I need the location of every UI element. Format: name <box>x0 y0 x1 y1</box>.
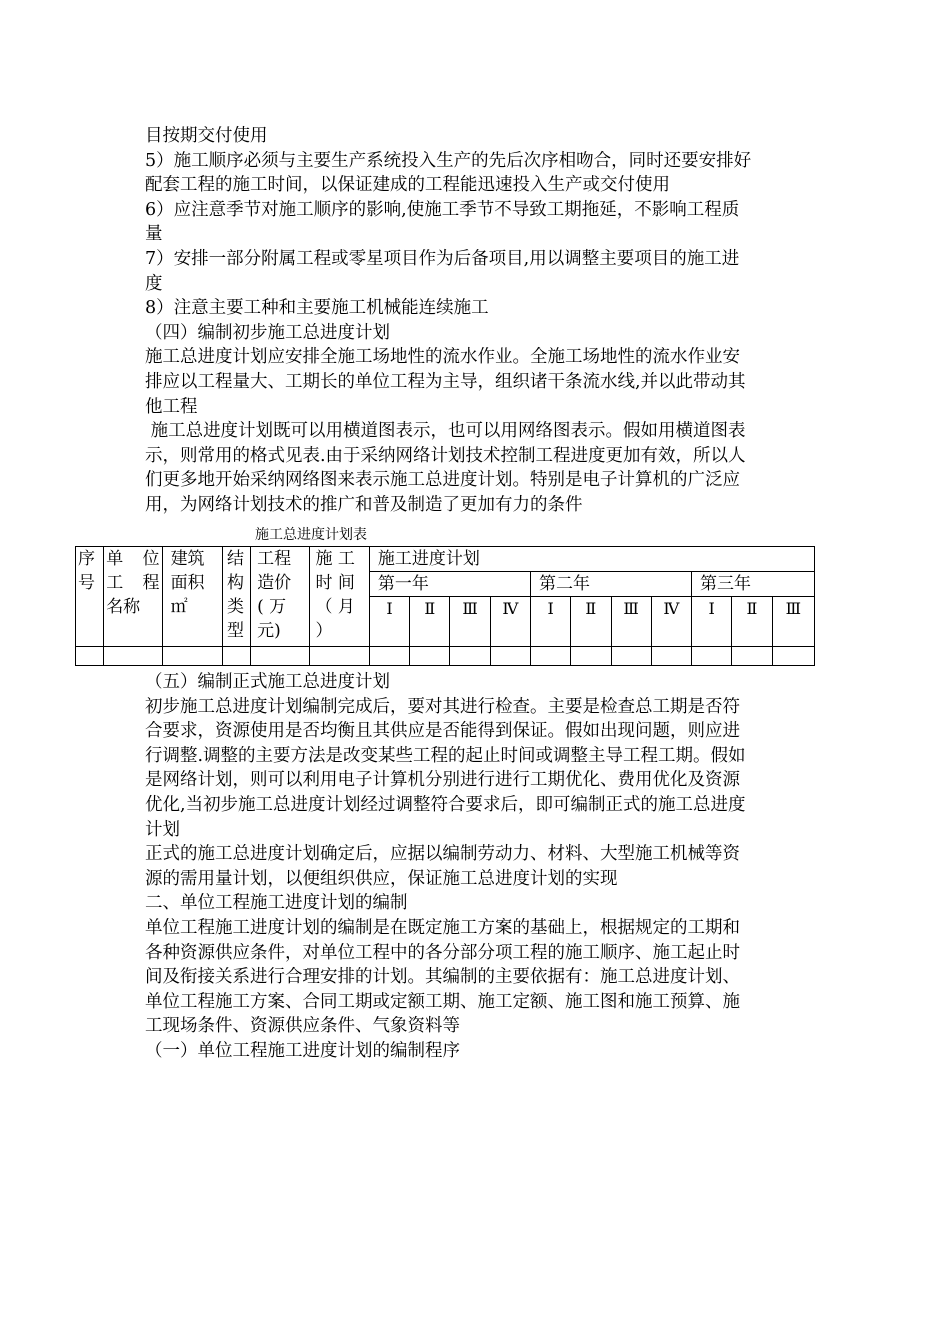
section-heading: （一）单位工程施工进度计划的编制程序 <box>145 1040 460 1061</box>
text-line: 们更多地开始采纳网络图来表示施工总进度计划。特别是电子计算机的广泛应 <box>145 470 740 491</box>
quarter-cell: Ⅲ <box>611 597 651 647</box>
text-line: 量 <box>145 224 163 245</box>
header-text: 元) <box>257 621 281 641</box>
text-line: 排应以工程量大、工期长的单位工程为主导，组织诸干条流水线,并以此带动其 <box>145 371 746 392</box>
header-year-1: 第一年 <box>369 572 530 597</box>
table-cell <box>692 647 732 666</box>
text-line: 施工总进度计划应安排全施工场地性的流水作业。全施工场地性的流水作业安 <box>145 347 740 368</box>
header-text: 名称 <box>106 597 141 617</box>
table-cell <box>369 647 409 666</box>
text-line: 合要求，资源使用是否均衡且其供应是否能得到保证。假如出现问题，则应进 <box>145 721 740 742</box>
quarter-cell: Ⅱ <box>732 597 772 647</box>
header-year-3: 第三年 <box>692 572 815 597</box>
quarter-cell: Ⅳ <box>651 597 691 647</box>
table-cell <box>772 647 814 666</box>
text-line: 初步施工总进度计划编制完成后，要对其进行检查。主要是检查总工期是否符 <box>145 696 740 717</box>
header-text: 工 程 <box>106 573 160 593</box>
header-plan: 施工进度计划 <box>369 547 814 572</box>
text-line: 用，为网络计划技术的推广和普及制造了更加有力的条件 <box>145 494 583 515</box>
table-cell <box>490 647 530 666</box>
text-line: 计划 <box>145 819 180 840</box>
text-line: 7）安排一部分附属工程或零星项目作为后备项目,用以调整主要项目的施工进 <box>145 248 740 269</box>
quarter-cell: Ⅰ <box>692 597 732 647</box>
header-year-2: 第二年 <box>530 572 691 597</box>
header-text: 型 <box>226 621 244 641</box>
table-cell <box>571 647 611 666</box>
text-line: 度 <box>145 273 163 294</box>
schedule-table <box>75 546 815 666</box>
header-text: 结 <box>226 549 244 569</box>
header-text: （ 月 <box>315 597 355 617</box>
table-caption: 施工总进度计划表 <box>255 527 367 543</box>
header-text: 造价 <box>257 573 292 593</box>
header-text: 建筑 <box>170 549 205 569</box>
text-line: 5）施工顺序必须与主要生产系统投入生产的先后次序相吻合，同时还要安排好 <box>145 150 752 171</box>
table-cell <box>530 647 570 666</box>
header-text: 序 <box>78 549 95 569</box>
text-line: 他工程 <box>145 396 198 417</box>
text-line: 优化,当初步施工总进度计划经过调整符合要求后，即可编制正式的施工总进度 <box>145 794 746 815</box>
header-text: 工程 <box>257 549 292 569</box>
table-row <box>76 647 815 666</box>
header-seq <box>76 547 104 647</box>
section-heading: （五）编制正式施工总进度计划 <box>145 672 390 692</box>
quarter-cell: Ⅲ <box>772 597 814 647</box>
table-cell <box>251 647 309 666</box>
text-line: 单位工程施工进度计划的编制是在既定施工方案的基础上，根据规定的工期和 <box>145 917 740 938</box>
table-cell <box>76 647 104 666</box>
table-cell <box>309 647 369 666</box>
table-cell <box>222 647 250 666</box>
header-text: ） <box>315 621 333 641</box>
text-line: 配套工程的施工时间，以保证建成的工程能迅速投入生产或交付使用 <box>145 175 670 196</box>
header-text: ㎡ <box>170 597 188 617</box>
header-text: ( 万 <box>257 597 287 617</box>
text-line: 目按期交付使用 <box>145 126 268 146</box>
table-cell <box>162 647 222 666</box>
quarter-cell: Ⅱ <box>410 597 450 647</box>
text-line: 8）注意主要工种和主要施工机械能连续施工 <box>145 298 489 319</box>
section-heading: 二、单位工程施工进度计划的编制 <box>145 893 408 914</box>
text-line: 正式的施工总进度计划确定后，应据以编制劳动力、材料、大型施工机械等资 <box>145 844 740 865</box>
header-structure <box>222 547 250 647</box>
text-line: 示，则常用的格式见表.由于采纳网络计划技术控制工程进度更加有效，所以人 <box>145 445 746 466</box>
table-cell <box>651 647 691 666</box>
top-text-block <box>145 124 815 518</box>
table-cell <box>410 647 450 666</box>
header-text: 构 <box>226 573 244 593</box>
text-line: 施工总进度计划既可以用横道图表示，也可以用网络图表示。假如用横道图表 <box>145 421 746 442</box>
text-line: 间及衔接关系进行合理安排的计划。其编制的主要依据有：施工总进度计划、 <box>145 967 740 988</box>
header-text: 号 <box>78 573 95 593</box>
text-line: 各种资源供应条件，对单位工程中的各分部分项工程的施工顺序、施工起止时 <box>145 942 740 963</box>
header-text: 单 位 <box>106 549 160 569</box>
section-heading: （四）编制初步施工总进度计划 <box>145 322 390 343</box>
header-text: 类 <box>226 597 244 617</box>
text-line: 工现场条件、资源供应条件、气象资料等 <box>145 1016 460 1037</box>
bottom-text-block <box>145 670 815 1064</box>
text-line: 行调整.调整的主要方法是改变某些工程的起止时间或调整主导工程工期。假如 <box>145 745 746 766</box>
header-text: 面积 <box>170 573 205 593</box>
text-line: 6）应注意季节对施工顺序的影响,使施工季节不导致工期拖延，不影响工程质 <box>145 199 740 220</box>
quarter-cell: Ⅱ <box>571 597 611 647</box>
header-area <box>162 547 222 647</box>
header-text: 时 间 <box>315 573 355 593</box>
text-line: 是网络计划，则可以利用电子计算机分别进行进行工期优化、费用优化及资源 <box>145 770 740 791</box>
text-line: 源的需用量计划，以便组织供应，保证施工总进度计划的实现 <box>145 868 618 889</box>
quarter-cell: Ⅲ <box>450 597 490 647</box>
quarter-cell: Ⅰ <box>369 597 409 647</box>
header-cost <box>251 547 309 647</box>
table-cell <box>450 647 490 666</box>
header-unit-project <box>104 547 162 647</box>
table-cell <box>611 647 651 666</box>
table-cell <box>104 647 162 666</box>
header-duration <box>309 547 369 647</box>
quarter-cell: Ⅰ <box>530 597 570 647</box>
table-cell <box>732 647 772 666</box>
header-text: 施 工 <box>315 549 355 569</box>
quarter-cell: Ⅳ <box>490 597 530 647</box>
text-line: 单位工程施工方案、合同工期或定额工期、施工定额、施工图和施工预算、施 <box>145 991 740 1012</box>
